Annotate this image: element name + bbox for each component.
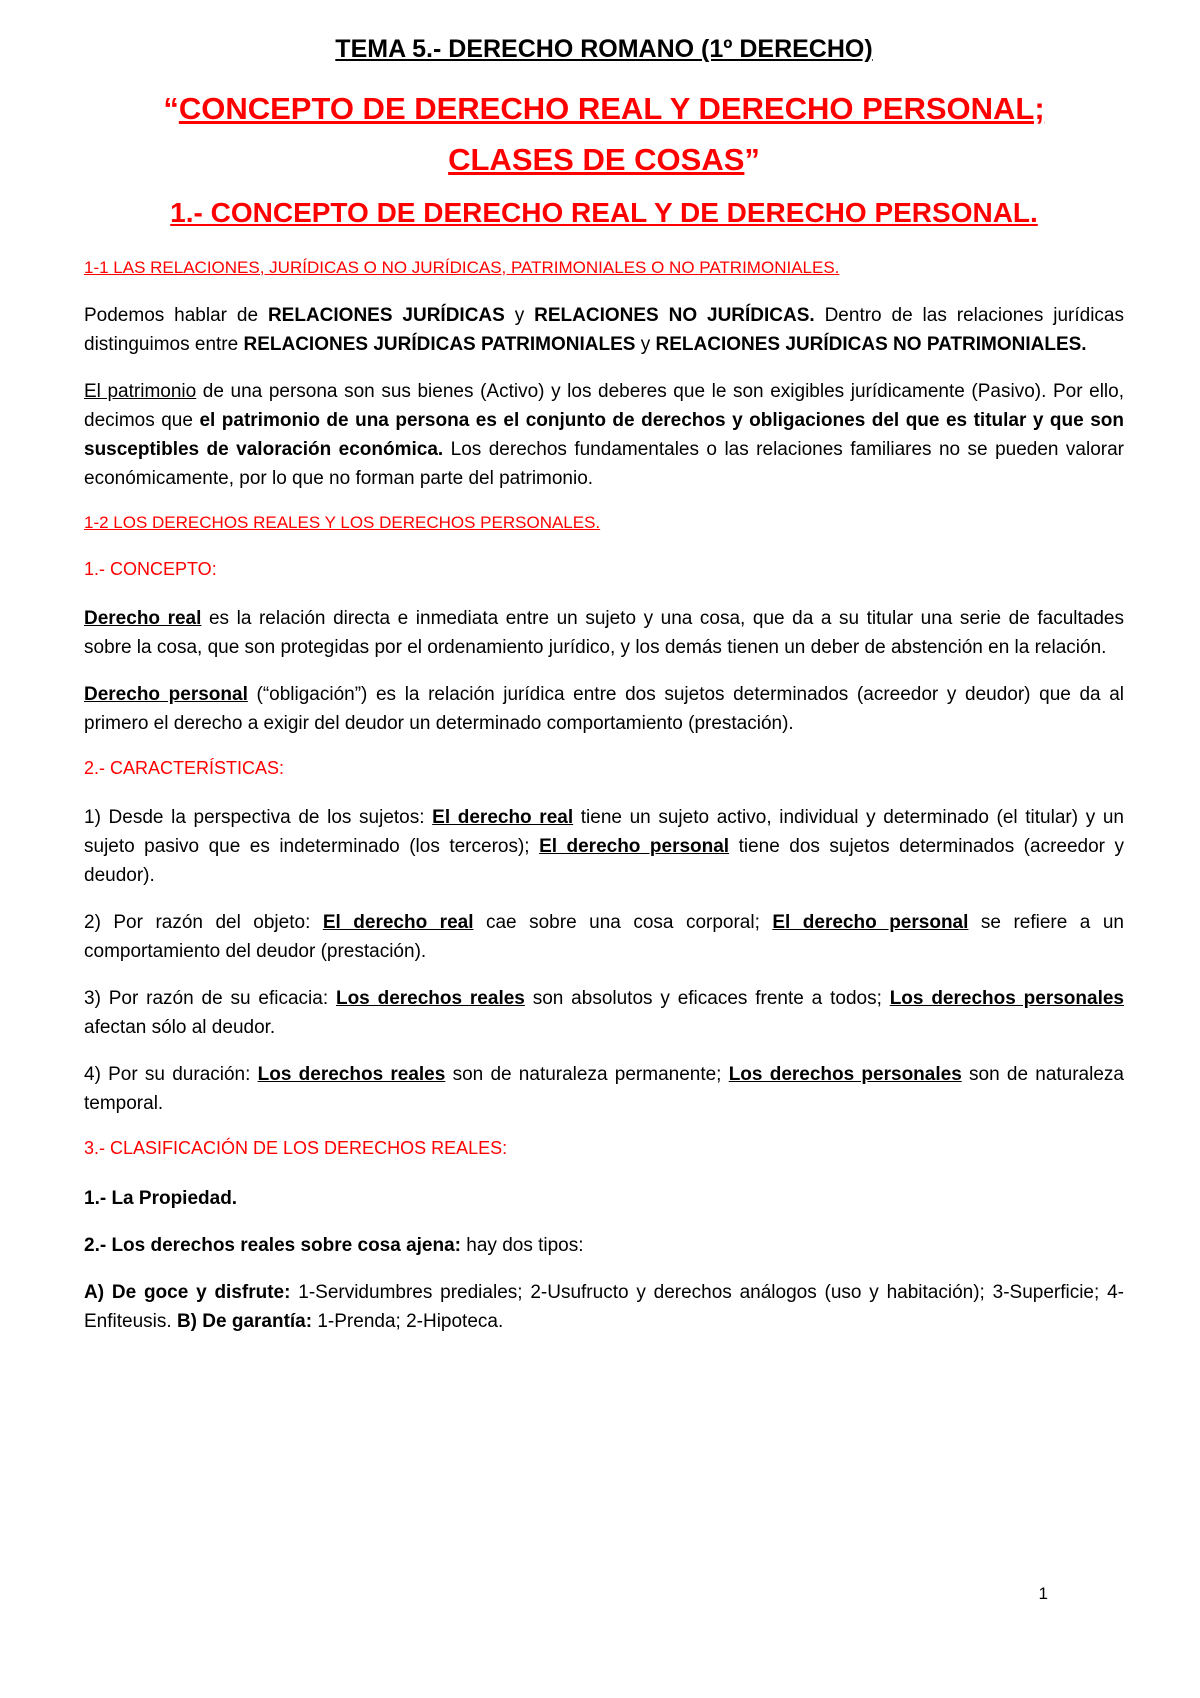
text-run: son absolutos y eficaces frente a todos; — [524, 988, 890, 1010]
underlined-run: El derecho real — [432, 807, 574, 829]
underlined-run: El derecho real — [322, 912, 474, 934]
subsection-1-2-heading: 1-2 LOS DERECHOS REALES Y LOS DERECHOS PERSONALES. — [84, 513, 601, 533]
course-line: TEMA 5.- DERECHO ROMANO (1º DERECHO) — [335, 35, 873, 63]
text-run: Los derechos fundamentales o las relaciones familiares no se pueden valorar económicamente, por lo que no forman parte del patrimonio. — [84, 439, 1124, 490]
title-line-2-text: CLASES DE COSAS — [448, 142, 745, 178]
bold-run: RELACIONES JURÍDICAS NO PATRIMONIALES. — [655, 334, 1087, 356]
underlined-run: Los derechos reales — [335, 988, 525, 1010]
text-run: tiene dos sujetos determinados (acreedor y deudor). — [84, 836, 1124, 887]
text-run: 2) Por razón del objeto: — [84, 912, 323, 934]
bold-run: RELACIONES JURÍDICAS — [267, 305, 505, 327]
paragraph-derecho-real — [84, 604, 1124, 662]
text-run: 1-Servidumbres prediales; 2-Usufructo y derechos análogos (uso y habitación); 3-Superficie; 4-Enfiteusis. — [84, 1281, 1124, 1332]
text-run: es la relación directa e inmediata entre un sujeto y una cosa, que da a su titular una serie de facultades sobre la cosa, que son protegidas por el ordenamiento jurídico, y los demás tienen un deber de abstención en la relación. — [84, 608, 1124, 659]
underlined-run: Derecho real — [84, 608, 202, 630]
underlined-run: Derecho personal — [84, 684, 248, 706]
title-open-quote: “ — [163, 91, 179, 127]
caracteristicas-heading: 2.- CARACTERÍSTICAS: — [84, 758, 285, 779]
text-run: se refiere a un comportamiento del deudor (prestación). — [84, 912, 1124, 963]
page-number: 1 — [1038, 1584, 1048, 1603]
bold-run: el patrimonio de una persona es el conjunto de derechos y obligaciones del que es titular y que son susceptibles de valoración económica. — [84, 410, 1124, 461]
bold-run: 2.- Los derechos reales sobre cosa ajena: — [84, 1234, 462, 1256]
clasificacion-heading: 3.- CLASIFICACIÓN DE LOS DERECHOS REALES: — [84, 1138, 508, 1159]
paragraph-derecho-personal — [84, 680, 1124, 738]
clasificacion-item-1 — [84, 1184, 1124, 1213]
bold-run: RELACIONES JURÍDICAS PATRIMONIALES — [243, 334, 636, 356]
text-run: son de naturaleza temporal. — [84, 1064, 1124, 1115]
text-run: Dentro de las relaciones jurídicas distinguimos entre — [84, 305, 1125, 356]
underlined-run: Los derechos personales — [728, 1064, 962, 1086]
concepto-heading: 1.- CONCEPTO: — [84, 559, 217, 580]
caracteristica-4 — [84, 1060, 1124, 1118]
text-run: 1) Desde la perspectiva de los sujetos: — [84, 807, 433, 829]
text-run: 3) Por razón de su eficacia: — [84, 988, 336, 1010]
bold-run: RELACIONES NO JURÍDICAS. — [534, 305, 815, 327]
text-run: (“obligación”) es la relación jurídica entre dos sujetos determinados (acreedor y deudor) que da al primero el derecho a exigir del deudor un determinado comportamiento (prestación). — [84, 684, 1125, 735]
text-run: Podemos hablar de — [84, 305, 268, 327]
text-run: de una persona son sus bienes (Activo) y los deberes que le son exigibles jurídicamente (Pasivo). Por ello, decimos que — [84, 381, 1124, 432]
section-1-title: 1.- CONCEPTO DE DERECHO REAL Y DE DERECHO PERSONAL. — [170, 197, 1038, 229]
caracteristica-1 — [84, 803, 1124, 890]
caracteristica-2 — [84, 908, 1124, 966]
text-run: y — [635, 334, 656, 356]
text-run: son de naturaleza permanente; — [445, 1064, 729, 1086]
clasificacion-item-3 — [84, 1278, 1124, 1336]
title-line-1-text: CONCEPTO DE DERECHO REAL Y DERECHO PERSONAL; — [178, 91, 1045, 127]
underlined-run: El derecho personal — [539, 836, 730, 858]
underlined-run: Los derechos personales — [889, 988, 1124, 1010]
title-close-quote: ” — [744, 142, 760, 178]
subsection-1-1-heading: 1-1 LAS RELACIONES, JURÍDICAS O NO JURÍDICAS, PATRIMONIALES O NO PATRIMONIALES. — [84, 257, 840, 277]
text-run: hay dos tipos: — [461, 1234, 584, 1256]
clasificacion-item-2 — [84, 1231, 1124, 1260]
course-header — [84, 34, 1124, 65]
bold-run: 1.- La Propiedad. — [84, 1187, 238, 1209]
text-run: afectan sólo al deudor. — [84, 1017, 276, 1039]
underlined-run: Los derechos reales — [257, 1064, 446, 1086]
caracteristica-3 — [84, 984, 1124, 1042]
bold-run: A) De goce y disfrute: — [84, 1281, 291, 1303]
title-line-2 — [84, 138, 1124, 183]
document-title — [84, 87, 1124, 183]
bold-run: B) De garantía: — [176, 1310, 313, 1332]
text-run: cae sobre una cosa corporal; — [473, 912, 773, 934]
paragraph-relaciones — [84, 301, 1124, 359]
text-run: tiene un sujeto activo, individual y determinado (el titular) y un sujeto pasivo que es indeterminado (los terceros); — [84, 807, 1124, 858]
text-run: 4) Por su duración: — [84, 1064, 258, 1086]
underlined-run: El derecho personal — [772, 912, 969, 934]
paragraph-patrimonio — [84, 377, 1124, 493]
text-run: 1-Prenda; 2-Hipoteca. — [312, 1310, 504, 1332]
text-run: y — [504, 305, 535, 327]
underlined-run: El patrimonio — [84, 381, 197, 403]
title-line-1 — [84, 87, 1124, 132]
